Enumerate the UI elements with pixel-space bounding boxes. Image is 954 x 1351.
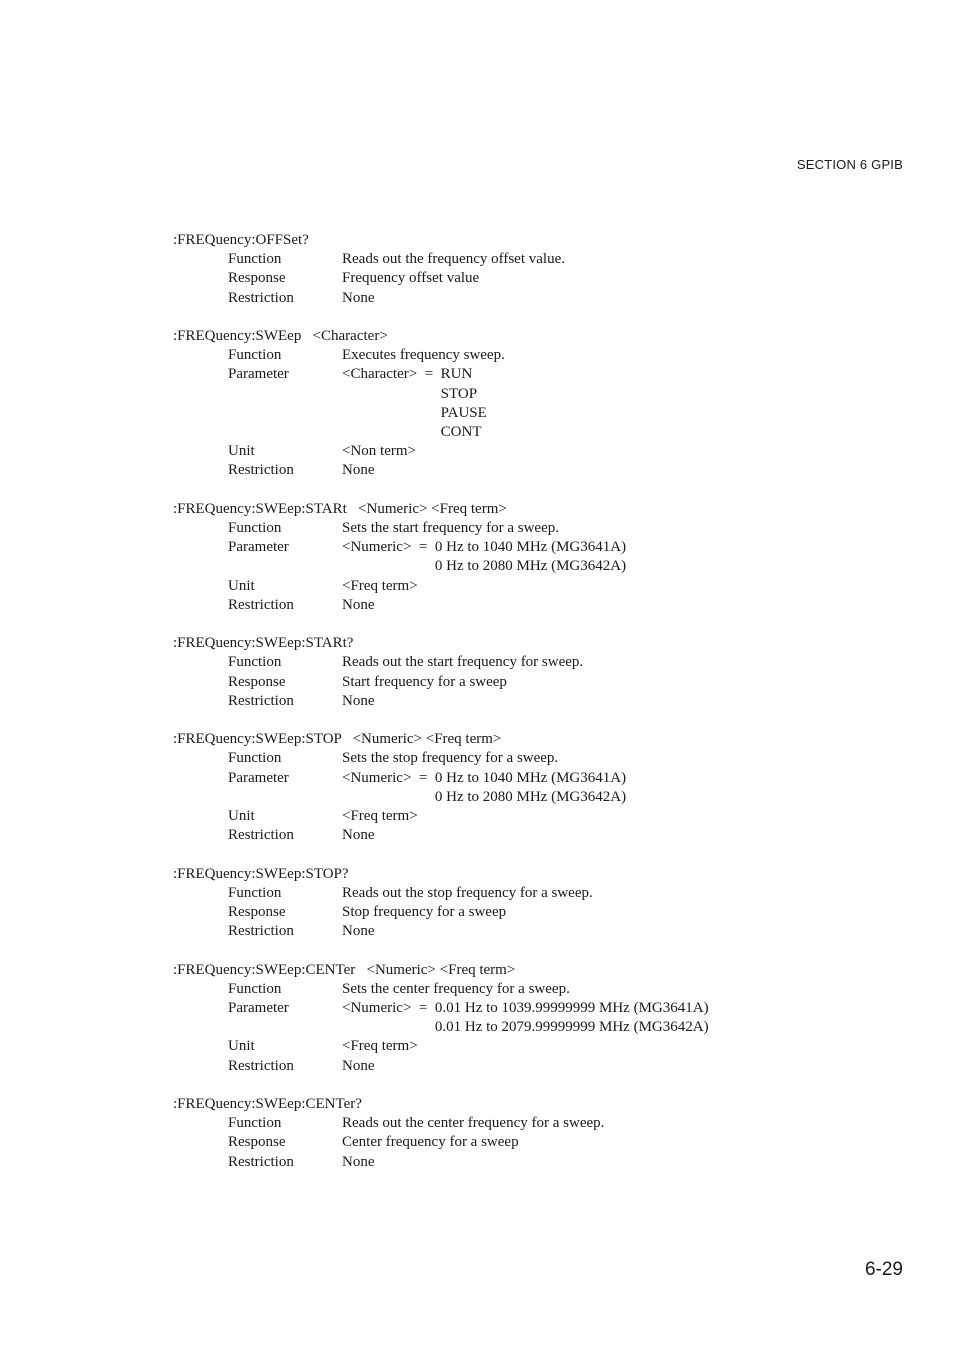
command-block xyxy=(173,500,913,615)
parameter-row xyxy=(173,999,913,1037)
command-title: :FREQuency:SWEep:STARt <Numeric> <Freq term> xyxy=(173,500,507,517)
field-row xyxy=(173,250,913,269)
field-row xyxy=(173,1153,913,1172)
command-block xyxy=(173,1095,913,1172)
section-header: SECTION 6 GPIB xyxy=(796,157,903,172)
field-value: Stop frequency for a sweep xyxy=(342,904,507,921)
command-reference xyxy=(173,231,913,1191)
field-label: Unit xyxy=(228,577,255,594)
parameter-options xyxy=(435,769,626,807)
field-value: Reads out the frequency offset value. xyxy=(342,251,565,268)
field-label: Response xyxy=(228,673,286,690)
field-row xyxy=(173,269,913,288)
field-row xyxy=(173,596,913,615)
command-title: :FREQuency:SWEep:STOP? xyxy=(173,865,349,882)
field-row xyxy=(173,903,913,922)
field-row xyxy=(173,1037,913,1056)
parameter-value xyxy=(342,769,913,807)
field-value: Start frequency for a sweep xyxy=(342,673,507,690)
field-value: None xyxy=(342,596,375,613)
field-row xyxy=(173,884,913,903)
parameter-options xyxy=(441,365,487,442)
field-label: Restriction xyxy=(228,596,294,613)
parameter-row xyxy=(173,769,913,807)
field-row xyxy=(173,577,913,596)
parameter-value xyxy=(342,365,913,442)
field-label: Function xyxy=(228,980,282,997)
parameter-row xyxy=(173,365,913,442)
field-value: <Freq term> xyxy=(342,1038,418,1055)
parameter-row xyxy=(173,538,913,576)
parameter-option: 0 Hz to 1040 MHz (MG3641A) xyxy=(434,539,627,556)
field-value: None xyxy=(342,692,375,709)
field-label: Function xyxy=(228,1115,282,1132)
command-title: :FREQuency:OFFSet? xyxy=(173,232,309,248)
field-row xyxy=(173,289,913,308)
command-title: :FREQuency:SWEep:CENTer? xyxy=(173,1096,362,1113)
field-row xyxy=(173,519,913,538)
field-label: Restriction xyxy=(228,827,294,844)
field-label: Restriction xyxy=(228,692,294,709)
field-label: Response xyxy=(228,1134,286,1151)
parameter-option: 0 Hz to 1040 MHz (MG3641A) xyxy=(434,769,627,786)
parameter-key: <Character> = xyxy=(342,366,441,383)
field-row xyxy=(173,346,913,365)
parameter-option: STOP xyxy=(440,385,478,402)
parameter-value xyxy=(342,999,913,1037)
parameter-option: 0 Hz to 2080 MHz (MG3642A) xyxy=(434,788,627,805)
field-label: Function xyxy=(228,884,282,901)
command-title: :FREQuency:SWEep:STOP <Numeric> <Freq term> xyxy=(173,731,502,748)
field-label: Response xyxy=(228,270,286,287)
field-label: Unit xyxy=(228,443,255,460)
parameter-option: RUN xyxy=(440,366,473,383)
field-value: Executes frequency sweep. xyxy=(342,347,505,364)
parameter-options xyxy=(435,538,626,576)
field-value: None xyxy=(342,923,375,940)
command-block xyxy=(173,634,913,711)
field-row xyxy=(173,922,913,941)
parameter-option: 0.01 Hz to 2079.99999999 MHz (MG3642A) xyxy=(434,1019,709,1036)
field-label: Restriction xyxy=(228,923,294,940)
command-block xyxy=(173,327,913,481)
parameter-key: <Numeric> = xyxy=(342,769,435,786)
command-title: :FREQuency:SWEep:CENTer <Numeric> <Freq term> xyxy=(173,961,516,978)
field-value: Sets the center frequency for a sweep. xyxy=(342,980,570,997)
field-label: Parameter xyxy=(228,1000,289,1017)
parameter-value xyxy=(342,538,913,576)
field-label: Parameter xyxy=(228,366,289,383)
field-value: None xyxy=(342,289,375,306)
field-row xyxy=(173,807,913,826)
field-label: Response xyxy=(228,904,286,921)
field-row xyxy=(173,442,913,461)
field-row xyxy=(173,749,913,768)
field-row xyxy=(173,1114,913,1133)
field-label: Function xyxy=(228,654,282,671)
field-value: Reads out the center frequency for a sweep. xyxy=(342,1115,605,1132)
parameter-wrap xyxy=(342,999,913,1037)
field-label: Parameter xyxy=(228,539,289,556)
field-value: <Non term> xyxy=(342,443,416,460)
parameter-option: PAUSE xyxy=(440,404,487,421)
field-label: Restriction xyxy=(228,462,294,479)
field-label: Restriction xyxy=(228,1057,294,1074)
field-label: Function xyxy=(228,520,282,537)
field-label: Parameter xyxy=(228,769,289,786)
field-label: Unit xyxy=(228,808,255,825)
command-block xyxy=(173,865,913,942)
command-title: :FREQuency:SWEep <Character> xyxy=(173,328,388,344)
parameter-options xyxy=(435,999,709,1037)
field-value: None xyxy=(342,1153,375,1170)
field-row xyxy=(173,980,913,999)
field-value: Center frequency for a sweep xyxy=(342,1134,519,1151)
field-row xyxy=(173,461,913,480)
field-label: Function xyxy=(228,347,282,364)
field-row xyxy=(173,692,913,711)
field-value: None xyxy=(342,827,375,844)
parameter-wrap xyxy=(342,538,913,576)
parameter-option: 0.01 Hz to 1039.99999999 MHz (MG3641A) xyxy=(434,1000,709,1017)
field-row xyxy=(173,826,913,845)
field-value: None xyxy=(342,462,375,479)
field-label: Restriction xyxy=(228,1153,294,1170)
command-title: :FREQuency:SWEep:STARt? xyxy=(173,635,354,652)
parameter-wrap xyxy=(342,769,913,807)
field-value: Frequency offset value xyxy=(342,270,480,287)
field-value: <Freq term> xyxy=(342,577,418,594)
field-value: Sets the start frequency for a sweep. xyxy=(342,520,560,537)
parameter-wrap xyxy=(342,365,913,442)
field-value: Reads out the stop frequency for a sweep. xyxy=(342,884,593,901)
field-value: None xyxy=(342,1057,375,1074)
command-block xyxy=(173,730,913,845)
field-label: Unit xyxy=(228,1038,255,1055)
field-value: Reads out the start frequency for sweep. xyxy=(342,654,584,671)
field-row xyxy=(173,653,913,672)
field-row xyxy=(173,673,913,692)
parameter-option: 0 Hz to 2080 MHz (MG3642A) xyxy=(434,558,627,575)
command-block xyxy=(173,961,913,1076)
field-row xyxy=(173,1133,913,1152)
field-label: Restriction xyxy=(228,289,294,306)
parameter-key: <Numeric> = xyxy=(342,539,435,556)
field-label: Function xyxy=(228,251,282,268)
field-value: Sets the stop frequency for a sweep. xyxy=(342,750,559,767)
page-number: 6-29 xyxy=(864,1259,903,1280)
field-label: Function xyxy=(228,750,282,767)
field-row xyxy=(173,1057,913,1076)
command-block xyxy=(173,231,913,308)
field-value: <Freq term> xyxy=(342,808,418,825)
parameter-option: CONT xyxy=(440,424,482,441)
parameter-key: <Numeric> = xyxy=(342,1000,435,1017)
